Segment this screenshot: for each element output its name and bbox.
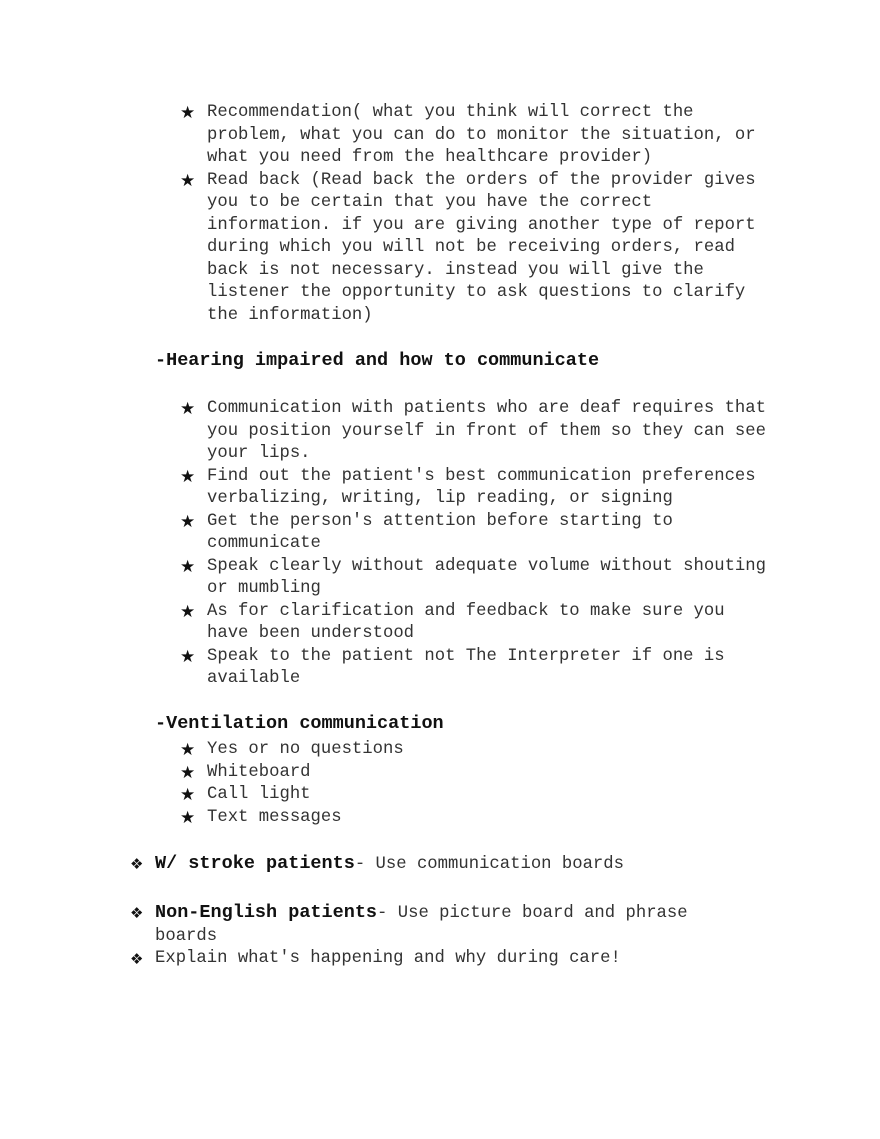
list-item: ❖ Non-English patients- Use picture board and phrase boards bbox=[130, 902, 688, 946]
diamond-bullet-icon: ❖ bbox=[130, 904, 144, 922]
ventilation-heading: -Ventilation communication bbox=[155, 713, 444, 734]
star-bullet-icon: ★ bbox=[180, 399, 196, 419]
list-item: ★ Communication with patients who are deaf requires that you position yourself in front of them so they can see your lips. bbox=[180, 399, 766, 463]
star-bullet-icon: ★ bbox=[180, 601, 196, 622]
list-item: ★ Yes or no questions bbox=[180, 740, 404, 760]
list-item: ★ Read back (Read back the orders of the provider gives you to be certain that you have the correct information. if you are giving another type of report during which you will not be receiving orders, read back is not necessary. instead you will give the listener the opportunity to ask questions to clarify the information) bbox=[180, 170, 756, 325]
list-item: ❖ W/ stroke patients- Use communication boards bbox=[130, 853, 624, 874]
hearing-heading: -Hearing impaired and how to communicate bbox=[155, 350, 600, 371]
sbar-list bbox=[0, 102, 766, 327]
list-item: ★ Speak clearly without adequate volume without shouting or mumbling bbox=[180, 556, 766, 598]
star-bullet-icon: ★ bbox=[180, 646, 196, 667]
star-bullet-icon: ★ bbox=[180, 170, 196, 191]
star-bullet-icon: ★ bbox=[180, 740, 196, 760]
list-item: ★ As for clarification and feedback to make sure you have been understood bbox=[180, 601, 725, 643]
star-bullet-icon: ★ bbox=[180, 556, 196, 577]
other-list-2 bbox=[0, 902, 714, 971]
star-bullet-icon: ★ bbox=[180, 466, 196, 487]
ventilation-list bbox=[0, 739, 766, 829]
hearing-list bbox=[0, 398, 766, 691]
list-item: ★ Get the person's attention before starting to communicate bbox=[180, 511, 673, 553]
star-bullet-icon: ★ bbox=[180, 103, 196, 123]
star-bullet-icon: ★ bbox=[180, 511, 196, 532]
star-bullet-icon: ★ bbox=[180, 785, 196, 805]
diamond-bullet-icon: ❖ bbox=[130, 855, 144, 873]
list-item: ★ Speak to the patient not The Interpreter if one is available bbox=[180, 646, 725, 688]
list-item: ★ Recommendation( what you think will correct the problem, what you can do to monitor the situation, or what you need from the healthcare provider) bbox=[180, 103, 756, 167]
star-bullet-icon: ★ bbox=[180, 762, 196, 783]
star-bullet-icon: ★ bbox=[180, 807, 196, 828]
list-item: ★ Whiteboard bbox=[180, 762, 311, 783]
other-list-1 bbox=[0, 853, 714, 877]
list-item: ★ Find out the patient's best communication preferences verbalizing, writing, lip reading, or signing bbox=[180, 466, 756, 508]
list-item: ❖ Explain what's happening and why during care! bbox=[0, 948, 714, 971]
list-item: ★ Text messages bbox=[180, 807, 342, 828]
diamond-bullet-icon: ❖ bbox=[130, 950, 144, 968]
list-item: ★ Call light bbox=[180, 785, 311, 805]
